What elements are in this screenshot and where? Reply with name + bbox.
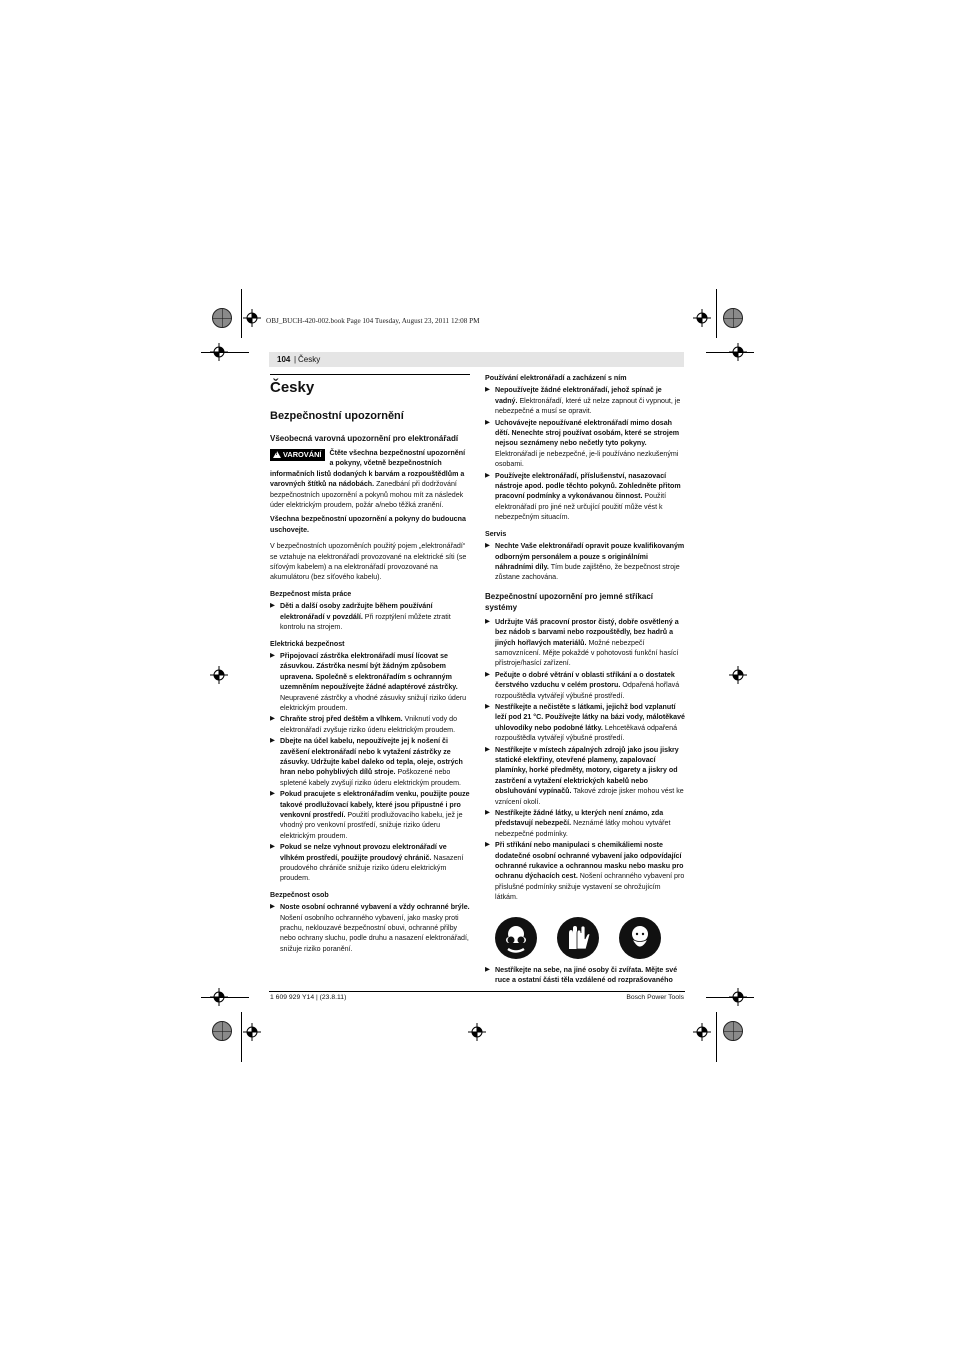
list-item bbox=[270, 736, 470, 788]
item-text: Nošení ochranného vybavení pro příslušné podmínky snižuje vystavení se ohrožujícím látkám. bbox=[495, 872, 685, 902]
electrical-list bbox=[270, 651, 470, 884]
item-bold-text: Nestříkejte a nečistěte s látkami, jejichž bod vzplanutí leží pod 21 °C. Používejte látky na bázi vody, málotěkavé uhlovodíky nebo podobné látky. bbox=[495, 702, 685, 732]
ppe-pictograms bbox=[495, 917, 685, 959]
workplace-heading: Bezpečnost místa práce bbox=[270, 589, 352, 598]
warning-block bbox=[270, 448, 470, 510]
list-item bbox=[485, 541, 685, 583]
item-bold-text: Nechte Vaše elektronářadí opravit pouze kvalifikovaným odborným personálem a pouze s originálními náhradními díly. bbox=[495, 542, 685, 571]
crop-line bbox=[716, 289, 717, 338]
subsection-title: Všeobecná varovná upozornění pro elektronářadí bbox=[270, 434, 459, 443]
bullet-arrow-icon: ▶ bbox=[270, 790, 275, 798]
item-text: Možné nebezpečí samovznícení. Mějte pokaždé v pohotovosti funkční hasící přístroje/hasící zařízení. bbox=[495, 638, 679, 668]
crop-line bbox=[241, 289, 242, 338]
item-text: Nasazení proudového chrániče snižuje riziko úderu elektrickým proudem. bbox=[280, 853, 464, 883]
last-list bbox=[485, 965, 685, 986]
list-item bbox=[485, 745, 685, 807]
list-item bbox=[270, 902, 470, 954]
item-bold-text: Při stříkání nebo manipulaci s chemikáliemi noste dodatečné osobní ochranné vybavení jako odpovídající ochranné rukavice a ochrannou masku nebo masku pro ochranu dýchacích cest. bbox=[495, 841, 684, 881]
bullet-arrow-icon: ▶ bbox=[270, 843, 275, 851]
item-bold-text: Používejte elektronářadí, příslušenství, nasazovací nástroje apod. podle těchto pokynů. Zohledněte přitom pracovní podmínky a vykonávanou činnost. bbox=[495, 471, 681, 501]
item-text: Vniknutí vody do elektronářadí zvyšuje riziko úderu elektrickým proudem. bbox=[280, 715, 458, 734]
footer-brand: Bosch Power Tools bbox=[626, 994, 684, 1001]
crop-line bbox=[241, 1012, 242, 1062]
item-bold-text: Dbejte na účel kabelu, nepoužívejte jej k nošení či zavěšení elektronářadí nebo k vytažení zástrčky ze zásuvky. Udržujte kabel daleko od tepla, oleje, ostrých hran nebo pohyblivých dílů stroje. bbox=[280, 737, 463, 777]
bullet-arrow-icon: ▶ bbox=[485, 702, 490, 710]
list-item bbox=[485, 418, 685, 470]
list-item bbox=[485, 670, 685, 701]
header-separator: | bbox=[294, 355, 297, 364]
respirator-mask-icon bbox=[619, 917, 661, 959]
list-item bbox=[270, 842, 470, 884]
bullet-arrow-icon: ▶ bbox=[485, 418, 490, 426]
list-item bbox=[270, 714, 470, 735]
personal-heading: Bezpečnost osob bbox=[270, 890, 329, 899]
warning-badge: !VAROVÁNÍ bbox=[270, 449, 325, 461]
left-column bbox=[270, 374, 470, 955]
personal-list bbox=[270, 902, 470, 954]
list-item bbox=[485, 840, 685, 902]
crop-line bbox=[716, 1012, 717, 1062]
item-text: Poškozené nebo spletené kabely zvyšují riziko úderu elektrickým proudem. bbox=[280, 768, 461, 787]
item-bold-text: Pokud se nelze vyhnout provozu elektronářadí ve vlhkém prostředí, použijte proudový chránič. bbox=[280, 843, 447, 862]
list-item bbox=[270, 651, 470, 713]
definition-paragraph: V bezpečnostních upozorněních použitý pojem „elektronářadí“ se vztahuje na elektronářadí provozované na elektrické síti (se síťovým kabelem) a na elektronářadí provozované na akumulátoru (bez síťového kabelu). bbox=[270, 542, 467, 582]
use-list bbox=[485, 385, 685, 522]
footer-rule bbox=[269, 991, 685, 992]
warning-text: Zanedbání při dodržování bezpečnostních upozornění a pokynů mohou mít za následek úder elektrickým proudem, požár a/nebo těžká zranění. bbox=[270, 480, 464, 510]
footer-code: 1 609 929 Y14 | (23.8.11) bbox=[270, 994, 347, 1001]
list-item bbox=[485, 808, 685, 839]
list-item bbox=[270, 601, 470, 632]
bullet-arrow-icon: ▶ bbox=[485, 841, 490, 849]
item-bold-text: Pokud pracujete s elektronářadím venku, použijte pouze takové prodlužovací kabely, které jsou připustné i pro venkovní prostředí. bbox=[280, 790, 470, 819]
electrical-heading: Elektrická bezpečnost bbox=[270, 639, 345, 648]
list-item bbox=[485, 385, 685, 416]
list-item bbox=[485, 702, 685, 744]
bullet-arrow-icon: ▶ bbox=[270, 715, 275, 723]
item-text: Elektronářadí je nebezpečné, je-li používáno nezkušenými osobami. bbox=[495, 449, 679, 469]
bullet-arrow-icon: ▶ bbox=[270, 903, 275, 911]
right-column bbox=[485, 373, 685, 987]
bullet-arrow-icon: ▶ bbox=[485, 745, 490, 753]
registration-circle-icon bbox=[212, 308, 232, 328]
service-list bbox=[485, 541, 685, 583]
item-text: Nošení osobního ochranného vybavení, jako masky proti prachu, neklouzavé bezpečnostní obuvi, ochranné přilby nebo ochrany sluchu, podle druhu a nasazení elektronářadí, snižuje riziko poranění. bbox=[280, 913, 469, 953]
item-text: Použití prodlužovacího kabelu, jež je vhodný pro venkovní prostředí, snižuje riziko úderu elektrickým proudem. bbox=[280, 811, 463, 840]
item-bold-text: Nestříkejte v místech zápalných zdrojů jako jsou jiskry statické elektřiny, otevřené plameny, zapalovací plamínky, horké předměty, motory, cigarety a jiskry od zastrčení a vytažení elektrických kabelů nebo obsluhování vypínačů. bbox=[495, 745, 679, 796]
item-text: Při rozptýlení můžete ztratit kontrolu na strojem. bbox=[280, 612, 451, 632]
workplace-list bbox=[270, 601, 470, 632]
page-header-bar bbox=[269, 352, 684, 367]
item-text: Takové zdroje jisker mohou vést ke vznícení okolí. bbox=[495, 787, 684, 806]
item-bold-text: Pečujte o dobré větrání v oblasti stříkání a o dostatek čerstvého vzduchu v celém prostoru. bbox=[495, 670, 675, 690]
item-bold-text: Nepoužívejte žádné elektronářadí, jehož spínač je vadný. bbox=[495, 386, 662, 405]
print-header: OBJ_BUCH-420-002.book Page 104 Tuesday, August 23, 2011 12:08 PM bbox=[266, 317, 480, 325]
item-bold-text: Uchovávejte nepoužívané elektronářadí mimo dosah dětí. Nenechte stroj používat osobám, které se strojem nejsou seznámeny nebo nečetly tyto pokyny. bbox=[495, 418, 680, 448]
item-bold-text: Noste osobní ochranné vybavení a vždy ochranné brýle. bbox=[280, 903, 470, 912]
service-heading: Servis bbox=[485, 529, 507, 538]
list-item bbox=[485, 617, 685, 669]
keep-notice: Všechna bezpečnostní upozornění a pokyny do budoucna uschovejte. bbox=[270, 515, 466, 534]
bullet-arrow-icon: ▶ bbox=[270, 737, 275, 745]
item-text: Odpařená hořlavá rozpouštědla vytvářejí výbušné prostředí. bbox=[495, 681, 680, 700]
goggles-icon bbox=[495, 917, 537, 959]
registration-circle-icon bbox=[212, 1021, 232, 1041]
list-item bbox=[270, 789, 470, 841]
bullet-arrow-icon: ▶ bbox=[485, 542, 490, 550]
list-item: ▶ Nestříkejte na sebe, na jiné osoby či zvířata. Mějte své ruce a ostatní části těla vzdálené od rozprašovaného bbox=[485, 965, 678, 985]
spray-heading: Bezpečnostní upozornění pro jemné stříkací systémy bbox=[485, 591, 654, 612]
item-text: Elektronářadí, které už nelze zapnout či vypnout, je nebezpečné a musí se opravit. bbox=[495, 396, 681, 416]
warning-triangle-icon bbox=[273, 451, 281, 458]
bullet-arrow-icon: ▶ bbox=[485, 965, 490, 973]
registration-circle-icon bbox=[723, 1021, 743, 1041]
bullet-arrow-icon: ▶ bbox=[485, 617, 490, 625]
spray-list bbox=[485, 617, 685, 903]
item-bold-text: Děti a další osoby zadržujte během používání elektronářadí v povzdálí. bbox=[280, 602, 433, 621]
item-bold-text: Chraňte stroj před deštěm a vlhkem. bbox=[280, 715, 403, 724]
item-bold-text: Nestříkejte žádné látky, u kterých není známo, zda představují nebezpečí. bbox=[495, 809, 664, 828]
bullet-arrow-icon: ▶ bbox=[485, 386, 490, 394]
registration-circle-icon bbox=[723, 308, 743, 328]
item-text: Lehcetěkavá odpařená rozpouštědla vytvářejí výbušné prostředí. bbox=[495, 723, 678, 743]
item-text: Neupravené zástrčky a vhodné zásuvky snižují riziko úderu elektrickým proudem. bbox=[280, 693, 467, 712]
item-bold-text: Udržujte Váš pracovní prostor čistý, dobře osvětlený a bez nádob s barvami nebo rozpouštědly, bez hadrů a jiných hořlavých materiálů. bbox=[495, 617, 679, 647]
warning-bold-text: Čtěte všechna bezpečnostní upozornění a pokyny, včetně bezpečnostních informačních listů dodaných k barvám a rozpouštědlům a varovných štítků na nádobách. bbox=[270, 449, 466, 489]
item-text: Použití elektronářadí pro jiné než určující použití může vést k nebezpečným situacím. bbox=[495, 492, 667, 522]
bullet-arrow-icon: ▶ bbox=[485, 471, 490, 479]
header-language: Česky bbox=[298, 355, 321, 364]
gloves-icon bbox=[557, 917, 599, 959]
list-item bbox=[485, 471, 685, 523]
item-text: Tím bude zajištěno, že bezpečnost stroje zůstane zachována. bbox=[495, 562, 680, 582]
bullet-arrow-icon: ▶ bbox=[270, 651, 275, 659]
bullet-arrow-icon: ▶ bbox=[485, 809, 490, 817]
item-text: Neznámé látky mohou vytvářet nebezpečné podmínky. bbox=[495, 819, 671, 838]
page-title: Česky bbox=[270, 379, 315, 396]
item-bold-text: Připojovací zástrčka elektronářadí musí lícovat se zásuvkou. Zástrčka nesmí být žádným způsobem upravena. Společně s elektronářadím s ochranným uzemněním nepoužívejte žádné adaptérové zástrčky. bbox=[280, 651, 458, 692]
section-title: Bezpečnostní upozornění bbox=[270, 410, 404, 422]
title-rule bbox=[270, 374, 470, 375]
bullet-arrow-icon: ▶ bbox=[270, 602, 275, 610]
bullet-arrow-icon: ▶ bbox=[485, 670, 490, 678]
use-heading: Používání elektronářadí a zacházení s ním bbox=[485, 374, 627, 382]
page-number: 104 bbox=[277, 355, 291, 364]
